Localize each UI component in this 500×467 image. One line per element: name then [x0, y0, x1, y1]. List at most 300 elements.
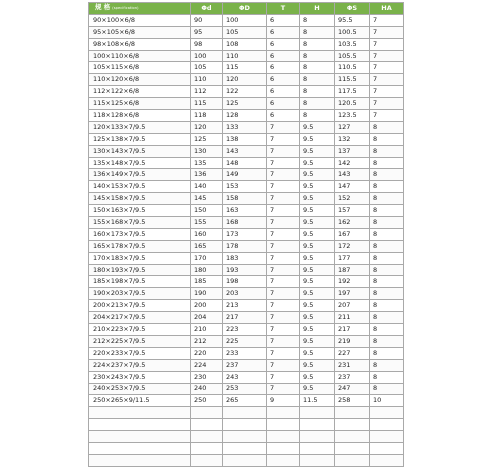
- cell-s: 147: [335, 181, 370, 193]
- cell-s: 207: [335, 300, 370, 312]
- cell-s: 127: [335, 121, 370, 133]
- cell-d-outer: 178: [223, 240, 267, 252]
- cell-d-inner: 100: [191, 50, 223, 62]
- cell-ha: 8: [370, 240, 404, 252]
- cell-h: 9.5: [300, 359, 335, 371]
- table-row: [89, 157, 404, 169]
- table-row: [89, 62, 404, 74]
- cell-ha: 8: [370, 288, 404, 300]
- cell-spec: 150×163×7/9.5: [89, 205, 191, 217]
- cell-d-inner: 150: [191, 205, 223, 217]
- cell-d-inner: 110: [191, 74, 223, 86]
- cell-d-inner: 185: [191, 276, 223, 288]
- cell-d-outer: [223, 454, 267, 466]
- cell-s: 143: [335, 169, 370, 181]
- header-t: T: [267, 3, 300, 15]
- cell-d-inner: 212: [191, 335, 223, 347]
- table-row: [89, 26, 404, 38]
- cell-ha: [370, 431, 404, 443]
- cell-ha: 8: [370, 133, 404, 145]
- cell-s: 152: [335, 193, 370, 205]
- cell-t: 7: [267, 371, 300, 383]
- cell-s: 115.5: [335, 74, 370, 86]
- table-row: [89, 193, 404, 205]
- cell-s: 123.5: [335, 110, 370, 122]
- cell-h: 9.5: [300, 169, 335, 181]
- cell-spec: 204×217×7/9.5: [89, 312, 191, 324]
- cell-h: 9.5: [300, 324, 335, 336]
- table-row: [89, 407, 404, 419]
- cell-s: 217: [335, 324, 370, 336]
- cell-ha: 7: [370, 62, 404, 74]
- cell-h: [300, 407, 335, 419]
- cell-s: [335, 442, 370, 454]
- cell-d-inner: [191, 407, 223, 419]
- cell-s: [335, 431, 370, 443]
- cell-t: 7: [267, 335, 300, 347]
- cell-spec: 220×233×7/9.5: [89, 347, 191, 359]
- cell-h: 11.5: [300, 395, 335, 407]
- cell-d-inner: 240: [191, 383, 223, 395]
- cell-t: 7: [267, 133, 300, 145]
- table-row: [89, 74, 404, 86]
- cell-ha: [370, 419, 404, 431]
- cell-d-inner: 140: [191, 181, 223, 193]
- cell-d-inner: 118: [191, 110, 223, 122]
- cell-t: 7: [267, 145, 300, 157]
- cell-spec: 200×213×7/9.5: [89, 300, 191, 312]
- cell-d-inner: [191, 431, 223, 443]
- table-row: [89, 38, 404, 50]
- table-row: [89, 300, 404, 312]
- cell-s: 247: [335, 383, 370, 395]
- cell-h: 9.5: [300, 335, 335, 347]
- cell-spec: 125×138×7/9.5: [89, 133, 191, 145]
- cell-s: 197: [335, 288, 370, 300]
- cell-d-inner: 145: [191, 193, 223, 205]
- cell-s: 157: [335, 205, 370, 217]
- cell-d-inner: 136: [191, 169, 223, 181]
- cell-d-outer: 148: [223, 157, 267, 169]
- cell-h: 9.5: [300, 157, 335, 169]
- table-row: [89, 50, 404, 62]
- cell-d-outer: 217: [223, 312, 267, 324]
- header-spec-sub: (specification): [112, 6, 139, 11]
- table-row: [89, 276, 404, 288]
- header-s: ΦS: [335, 3, 370, 15]
- cell-d-inner: [191, 442, 223, 454]
- cell-d-outer: 149: [223, 169, 267, 181]
- cell-t: 7: [267, 205, 300, 217]
- cell-ha: 7: [370, 98, 404, 110]
- cell-d-inner: 135: [191, 157, 223, 169]
- cell-s: 142: [335, 157, 370, 169]
- cell-ha: 7: [370, 38, 404, 50]
- table-row: [89, 86, 404, 98]
- table-row: [89, 98, 404, 110]
- cell-d-inner: 120: [191, 121, 223, 133]
- cell-t: 9: [267, 395, 300, 407]
- cell-d-outer: 173: [223, 228, 267, 240]
- cell-d-outer: 265: [223, 395, 267, 407]
- cell-h: [300, 454, 335, 466]
- cell-s: 231: [335, 359, 370, 371]
- cell-h: 9.5: [300, 383, 335, 395]
- cell-ha: 7: [370, 74, 404, 86]
- cell-t: [267, 419, 300, 431]
- cell-d-inner: 115: [191, 98, 223, 110]
- cell-s: 237: [335, 371, 370, 383]
- cell-d-outer: 203: [223, 288, 267, 300]
- cell-d-inner: 90: [191, 14, 223, 26]
- cell-h: 8: [300, 26, 335, 38]
- cell-ha: 8: [370, 193, 404, 205]
- cell-spec: 190×203×7/9.5: [89, 288, 191, 300]
- cell-d-outer: 253: [223, 383, 267, 395]
- cell-d-outer: 233: [223, 347, 267, 359]
- cell-d-outer: 198: [223, 276, 267, 288]
- cell-d-outer: [223, 442, 267, 454]
- cell-d-inner: 180: [191, 264, 223, 276]
- table-row: [89, 419, 404, 431]
- cell-spec: 110×120×6/8: [89, 74, 191, 86]
- cell-spec: 105×115×6/8: [89, 62, 191, 74]
- cell-spec: 230×243×7/9.5: [89, 371, 191, 383]
- cell-ha: 8: [370, 252, 404, 264]
- cell-ha: 7: [370, 50, 404, 62]
- cell-h: 8: [300, 74, 335, 86]
- cell-spec: 115×125×6/8: [89, 98, 191, 110]
- cell-spec: [89, 407, 191, 419]
- cell-d-outer: 158: [223, 193, 267, 205]
- header-row: [89, 3, 404, 15]
- cell-spec: 240×253×7/9.5: [89, 383, 191, 395]
- cell-h: 9.5: [300, 240, 335, 252]
- cell-ha: [370, 442, 404, 454]
- header-d-inner: Φd: [191, 3, 223, 15]
- cell-d-outer: 243: [223, 371, 267, 383]
- cell-d-outer: [223, 407, 267, 419]
- cell-s: [335, 407, 370, 419]
- cell-d-outer: 223: [223, 324, 267, 336]
- cell-spec: 250×265×9/11.5: [89, 395, 191, 407]
- cell-ha: 8: [370, 121, 404, 133]
- cell-t: 7: [267, 181, 300, 193]
- cell-h: 9.5: [300, 371, 335, 383]
- cell-d-inner: 170: [191, 252, 223, 264]
- cell-s: [335, 419, 370, 431]
- cell-t: 7: [267, 383, 300, 395]
- table-row: [89, 335, 404, 347]
- cell-spec: [89, 431, 191, 443]
- cell-d-outer: 100: [223, 14, 267, 26]
- cell-h: 9.5: [300, 181, 335, 193]
- cell-h: 9.5: [300, 228, 335, 240]
- table-row: [89, 110, 404, 122]
- cell-t: 6: [267, 110, 300, 122]
- cell-d-inner: 98: [191, 38, 223, 50]
- cell-t: [267, 454, 300, 466]
- cell-t: 7: [267, 288, 300, 300]
- cell-d-outer: 115: [223, 62, 267, 74]
- cell-h: 9.5: [300, 205, 335, 217]
- table-row: [89, 288, 404, 300]
- cell-t: 7: [267, 217, 300, 229]
- cell-d-inner: 160: [191, 228, 223, 240]
- cell-d-inner: 165: [191, 240, 223, 252]
- cell-s: 132: [335, 133, 370, 145]
- cell-s: 117.5: [335, 86, 370, 98]
- table-row: [89, 442, 404, 454]
- table-row: [89, 431, 404, 443]
- cell-d-outer: 143: [223, 145, 267, 157]
- table-row: [89, 240, 404, 252]
- table-row: [89, 181, 404, 193]
- cell-h: 9.5: [300, 312, 335, 324]
- cell-ha: 8: [370, 324, 404, 336]
- cell-h: 8: [300, 110, 335, 122]
- cell-h: 9.5: [300, 217, 335, 229]
- cell-t: [267, 431, 300, 443]
- cell-spec: 98×108×6/8: [89, 38, 191, 50]
- cell-t: 7: [267, 300, 300, 312]
- cell-ha: 8: [370, 181, 404, 193]
- cell-t: 7: [267, 157, 300, 169]
- table-row: [89, 371, 404, 383]
- cell-h: 8: [300, 14, 335, 26]
- cell-h: [300, 431, 335, 443]
- cell-ha: 8: [370, 157, 404, 169]
- cell-d-inner: [191, 419, 223, 431]
- cell-s: 100.5: [335, 26, 370, 38]
- cell-t: 7: [267, 264, 300, 276]
- cell-d-inner: 210: [191, 324, 223, 336]
- cell-d-inner: 125: [191, 133, 223, 145]
- spec-table: [88, 2, 404, 467]
- cell-t: 6: [267, 62, 300, 74]
- cell-h: 9.5: [300, 264, 335, 276]
- cell-ha: 7: [370, 86, 404, 98]
- cell-spec: 136×149×7/9.5: [89, 169, 191, 181]
- cell-s: 95.5: [335, 14, 370, 26]
- cell-d-outer: 193: [223, 264, 267, 276]
- table-row: [89, 264, 404, 276]
- table-row: [89, 169, 404, 181]
- cell-ha: 8: [370, 359, 404, 371]
- cell-d-inner: 250: [191, 395, 223, 407]
- cell-h: 9.5: [300, 133, 335, 145]
- header-d-outer: ΦD: [223, 3, 267, 15]
- cell-d-outer: 183: [223, 252, 267, 264]
- cell-d-outer: 128: [223, 110, 267, 122]
- cell-s: 177: [335, 252, 370, 264]
- cell-t: 6: [267, 26, 300, 38]
- cell-d-outer: [223, 431, 267, 443]
- cell-spec: 212×225×7/9.5: [89, 335, 191, 347]
- cell-d-outer: 108: [223, 38, 267, 50]
- cell-s: 137: [335, 145, 370, 157]
- table-row: [89, 312, 404, 324]
- cell-s: 211: [335, 312, 370, 324]
- cell-h: 9.5: [300, 193, 335, 205]
- cell-s: 219: [335, 335, 370, 347]
- cell-t: 7: [267, 240, 300, 252]
- cell-h: 9.5: [300, 145, 335, 157]
- cell-spec: 155×168×7/9.5: [89, 217, 191, 229]
- cell-d-inner: 130: [191, 145, 223, 157]
- cell-h: 9.5: [300, 121, 335, 133]
- cell-t: 7: [267, 324, 300, 336]
- cell-s: 103.5: [335, 38, 370, 50]
- cell-ha: 8: [370, 169, 404, 181]
- cell-spec: 165×178×7/9.5: [89, 240, 191, 252]
- cell-spec: 112×122×6/8: [89, 86, 191, 98]
- cell-spec: 145×158×7/9.5: [89, 193, 191, 205]
- table-row: [89, 121, 404, 133]
- cell-s: 227: [335, 347, 370, 359]
- cell-d-outer: [223, 419, 267, 431]
- table-row: [89, 324, 404, 336]
- cell-spec: [89, 442, 191, 454]
- cell-ha: 8: [370, 300, 404, 312]
- table-row: [89, 347, 404, 359]
- header-spec-label: 规 格: [95, 3, 111, 12]
- cell-d-inner: 105: [191, 62, 223, 74]
- table-row: [89, 252, 404, 264]
- cell-d-outer: 213: [223, 300, 267, 312]
- cell-t: [267, 442, 300, 454]
- cell-h: 8: [300, 98, 335, 110]
- cell-spec: 185×198×7/9.5: [89, 276, 191, 288]
- cell-d-outer: 133: [223, 121, 267, 133]
- cell-s: 167: [335, 228, 370, 240]
- cell-t: 6: [267, 14, 300, 26]
- table-row: [89, 205, 404, 217]
- header-spec: [89, 3, 191, 15]
- cell-ha: 8: [370, 264, 404, 276]
- cell-spec: 120×133×7/9.5: [89, 121, 191, 133]
- cell-t: 7: [267, 121, 300, 133]
- cell-ha: [370, 454, 404, 466]
- cell-h: 9.5: [300, 276, 335, 288]
- cell-s: 120.5: [335, 98, 370, 110]
- cell-spec: 90×100×6/8: [89, 14, 191, 26]
- cell-h: 9.5: [300, 288, 335, 300]
- table-row: [89, 133, 404, 145]
- cell-t: 7: [267, 228, 300, 240]
- cell-ha: [370, 407, 404, 419]
- cell-s: 192: [335, 276, 370, 288]
- cell-spec: 140×153×7/9.5: [89, 181, 191, 193]
- cell-d-inner: 224: [191, 359, 223, 371]
- cell-h: 8: [300, 62, 335, 74]
- cell-s: 187: [335, 264, 370, 276]
- cell-spec: 224×237×7/9.5: [89, 359, 191, 371]
- cell-ha: 7: [370, 110, 404, 122]
- table-row: [89, 454, 404, 466]
- cell-t: [267, 407, 300, 419]
- cell-d-outer: 105: [223, 26, 267, 38]
- cell-d-inner: 95: [191, 26, 223, 38]
- cell-h: 9.5: [300, 252, 335, 264]
- table-row: [89, 217, 404, 229]
- cell-t: 6: [267, 38, 300, 50]
- table-body: [89, 14, 404, 466]
- cell-d-inner: 200: [191, 300, 223, 312]
- cell-h: 8: [300, 38, 335, 50]
- header-h: H: [300, 3, 335, 15]
- cell-t: 7: [267, 312, 300, 324]
- cell-d-outer: 110: [223, 50, 267, 62]
- cell-h: 8: [300, 86, 335, 98]
- cell-d-inner: 112: [191, 86, 223, 98]
- cell-ha: 8: [370, 145, 404, 157]
- table-row: [89, 228, 404, 240]
- cell-ha: 8: [370, 276, 404, 288]
- cell-spec: 100×110×6/8: [89, 50, 191, 62]
- cell-ha: 7: [370, 26, 404, 38]
- cell-h: [300, 419, 335, 431]
- cell-t: 7: [267, 276, 300, 288]
- cell-d-inner: 190: [191, 288, 223, 300]
- cell-spec: 210×223×7/9.5: [89, 324, 191, 336]
- cell-spec: 180×193×7/9.5: [89, 264, 191, 276]
- cell-t: 6: [267, 98, 300, 110]
- cell-spec: 130×143×7/9.5: [89, 145, 191, 157]
- cell-d-outer: 225: [223, 335, 267, 347]
- table-row: [89, 359, 404, 371]
- cell-s: [335, 454, 370, 466]
- cell-d-outer: 138: [223, 133, 267, 145]
- cell-s: 105.5: [335, 50, 370, 62]
- cell-h: 9.5: [300, 300, 335, 312]
- cell-d-outer: 237: [223, 359, 267, 371]
- cell-h: [300, 442, 335, 454]
- cell-t: 7: [267, 193, 300, 205]
- cell-ha: 8: [370, 347, 404, 359]
- cell-t: 6: [267, 50, 300, 62]
- cell-d-outer: 122: [223, 86, 267, 98]
- cell-spec: [89, 454, 191, 466]
- cell-ha: 8: [370, 205, 404, 217]
- cell-t: 7: [267, 359, 300, 371]
- cell-s: 258: [335, 395, 370, 407]
- cell-d-inner: 230: [191, 371, 223, 383]
- cell-ha: 10: [370, 395, 404, 407]
- cell-d-outer: 153: [223, 181, 267, 193]
- cell-d-outer: 163: [223, 205, 267, 217]
- cell-s: 110.5: [335, 62, 370, 74]
- cell-d-inner: [191, 454, 223, 466]
- table-row: [89, 145, 404, 157]
- cell-spec: 160×173×7/9.5: [89, 228, 191, 240]
- cell-ha: 8: [370, 217, 404, 229]
- table-row: [89, 395, 404, 407]
- cell-ha: 8: [370, 383, 404, 395]
- cell-spec: 170×183×7/9.5: [89, 252, 191, 264]
- cell-t: 7: [267, 252, 300, 264]
- cell-spec: [89, 419, 191, 431]
- cell-d-outer: 120: [223, 74, 267, 86]
- cell-t: 7: [267, 169, 300, 181]
- cell-d-outer: 125: [223, 98, 267, 110]
- cell-h: 8: [300, 50, 335, 62]
- cell-t: 6: [267, 86, 300, 98]
- cell-spec: 95×105×6/8: [89, 26, 191, 38]
- table-row: [89, 14, 404, 26]
- cell-s: 162: [335, 217, 370, 229]
- cell-ha: 8: [370, 228, 404, 240]
